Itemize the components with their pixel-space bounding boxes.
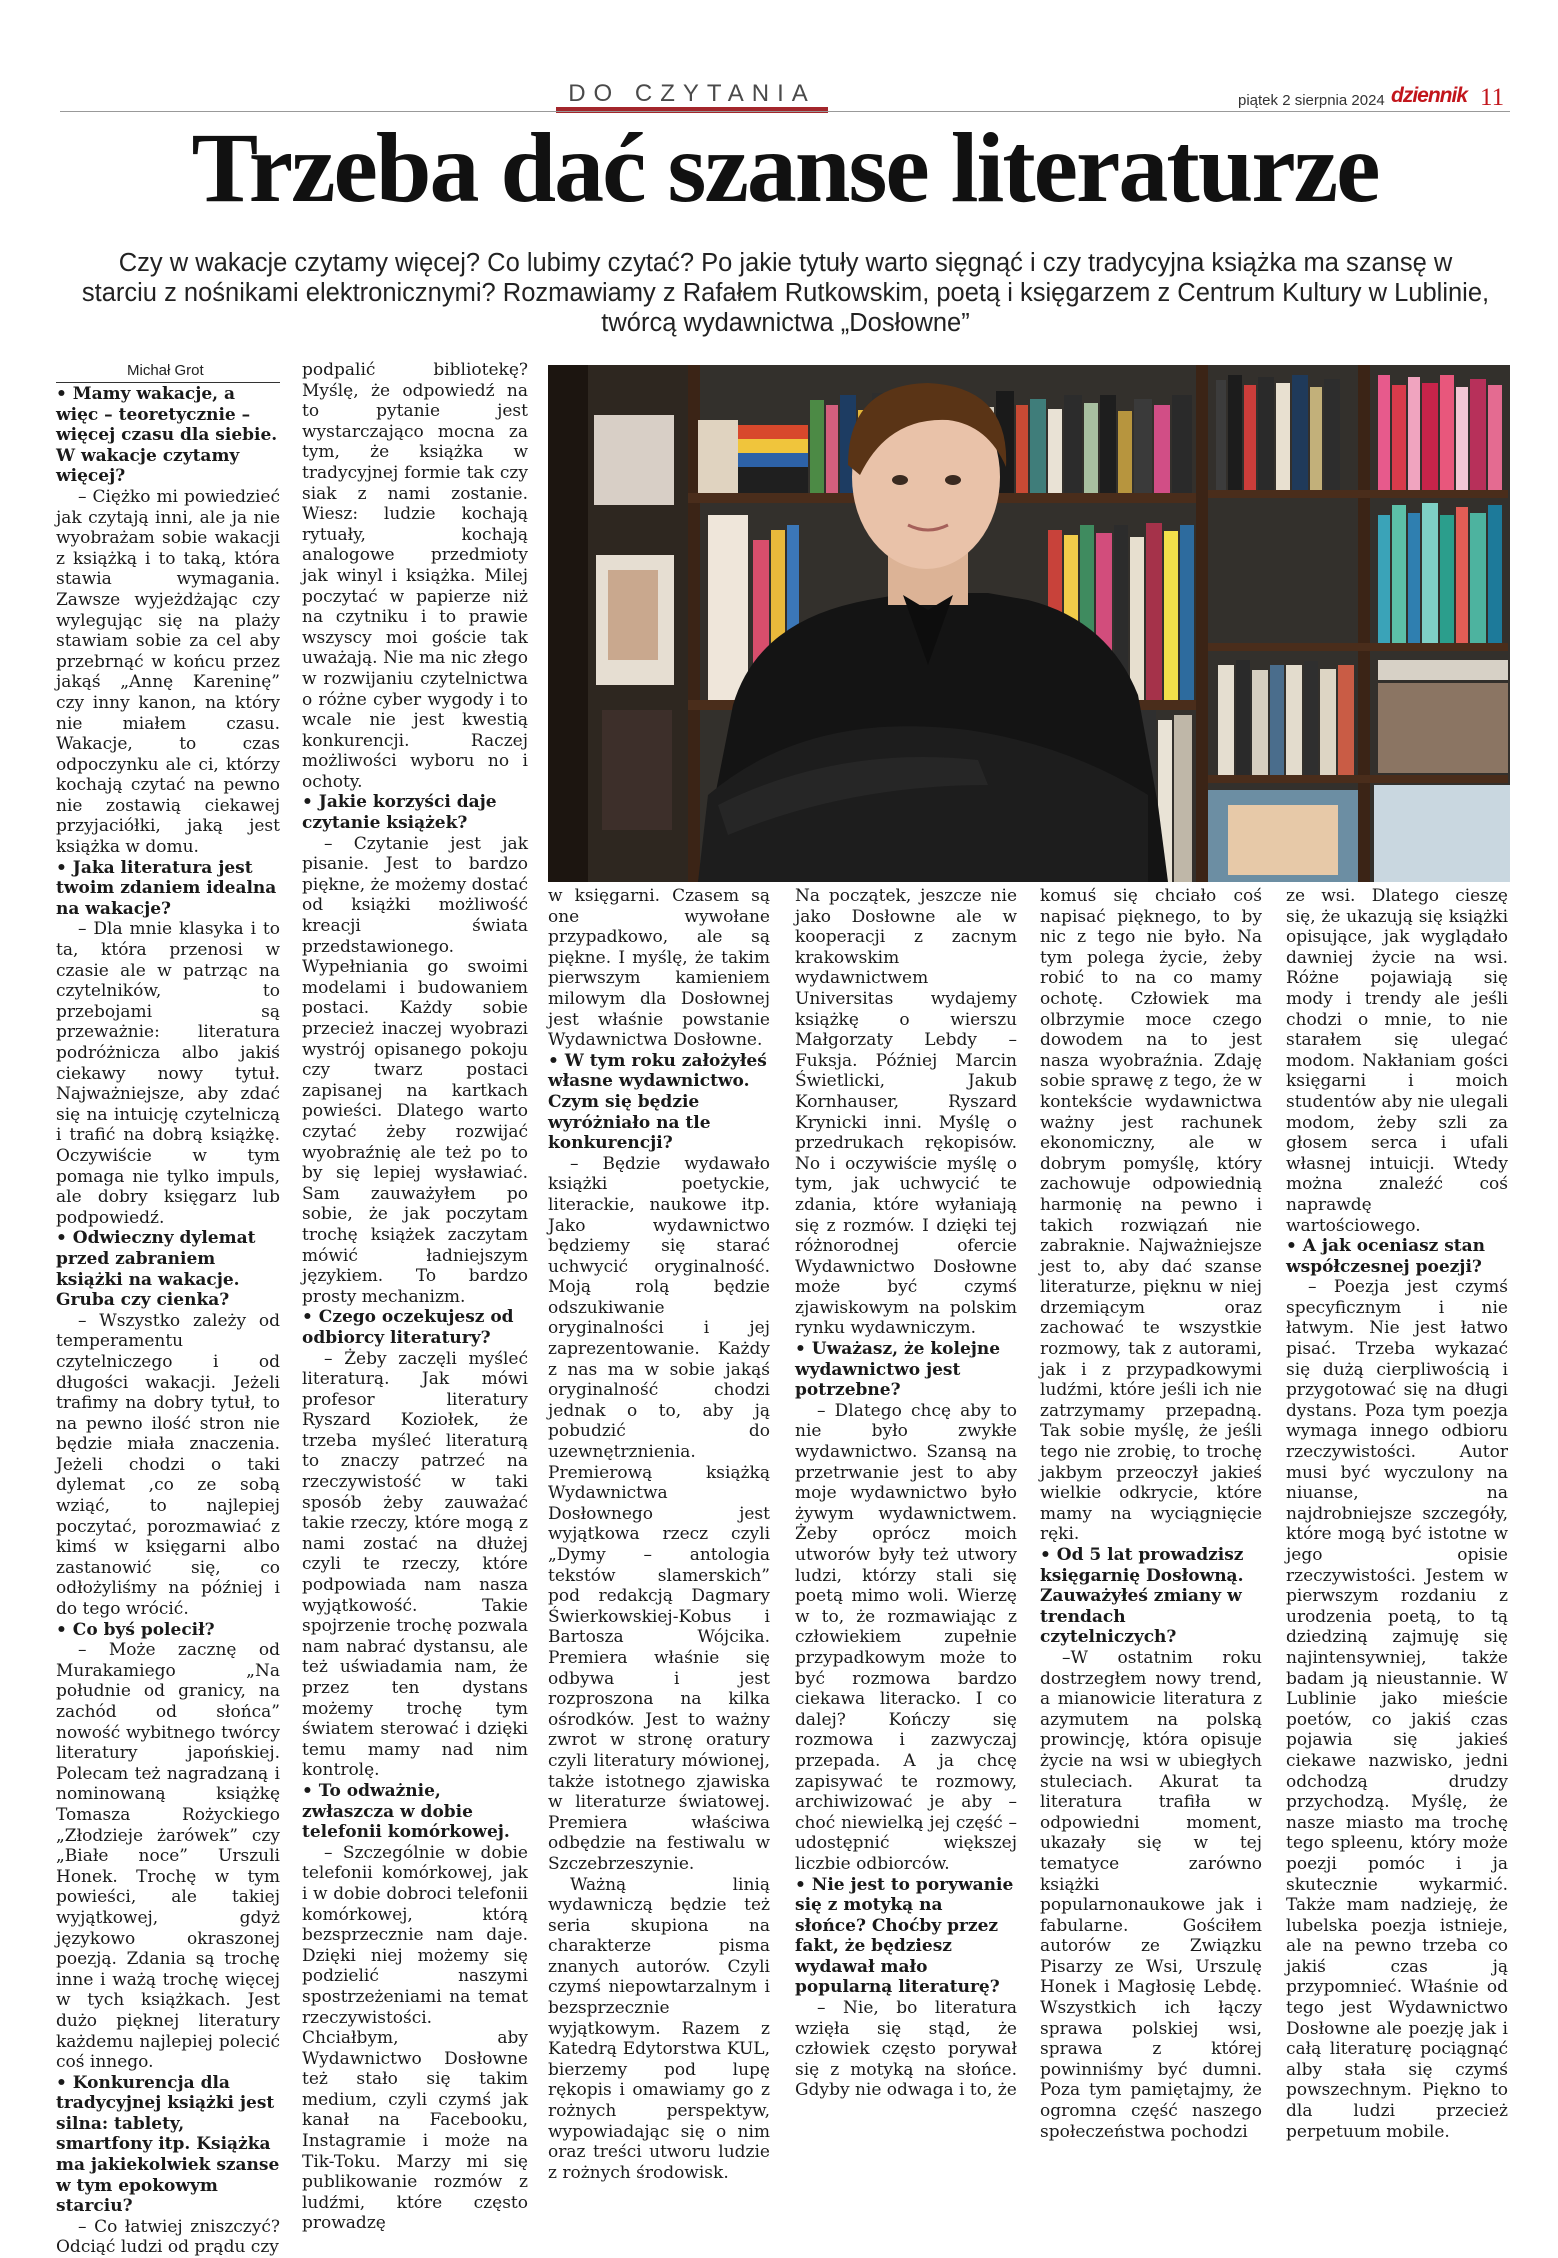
answer-paragraph: – Dla mnie klasyka i to ta, która przenosi w czasie ale w patrząc na czytelników, to przebojami są przeważnie: literatura podróżnicza albo jakiś ciekawy nowy tytuł. Najważniejsze, aby zdać się na intuicję czytelniczą i trafić na dobrą książkę. Oczywiście w tym pomaga nie tylko impuls, ale dobry księgarz lub podpowiedź. bbox=[56, 919, 280, 1228]
answer-paragraph: w księgarni. Czasem są one wywołane przypadkowo, ale są piękne. I myślę, że takim pierwszym kamieniem milowym dla Dosłownej jest właśnie powstanie Wydawnictwa Dosłowne. bbox=[548, 886, 770, 1051]
headline: Trzeba dać szanse literaturze bbox=[191, 112, 1379, 223]
answer-paragraph: podpalić bibliotekę? Myślę, że odpowiedź na to pytanie jest wystarczająco mocna za tym, że książka w tradycyjnej formie tak czy siak z nami zostanie. Wiesz: ludzie kochają rytuały, kochają analogowe przedmioty jak winyl i książka. Milej poczytać w papierze niż na czytniku i to prawie wszyscy moi goście tak uważają. Nie ma nic złego w rozwijaniu czytelnictwa o różne cyber wygody i to wcale nie jest kwestią konkurencji. Raczej możliwości wyboru no i ochoty. bbox=[302, 360, 528, 792]
answer-paragraph: – Może zacznę od Murakamiego „Na południe od granicy, na zachód od słońca” nowość wybitnego twórcy literatury japońskiej. Polecam też nagradzaną i nominowaną książkę Tomasza Rożyckiego „Złodzieje żarówek” czy „Białe noce” Urszuli Honek. Trochę w tym powieści, ale takiej wyjątkowej, gdyż językowo okraszonej poezją. Zdania są trochę inne i ważą trochę więcej w tych książkach. Jest dużo pięknej literatury każdemu najlepiej polecić coś innego. bbox=[56, 1640, 280, 2073]
text-column-2 bbox=[302, 360, 528, 2234]
answer-paragraph: – Poezja jest czymś specyficznym i nie łatwym. Nie jest łatwo pisać. Trzeba wykazać się dużą cierpliwością i przygotować się na długi dystans. Poza tym poezja wymaga innego odbioru rzeczywistości. Autor musi być wyczulony na niuanse, na najdrobniejsze szczegóły, które mogą być istotne w jego opisie rzeczywistości. Jestem w pierwszym rozdaniu z urodzenia poetą, to tą dziedziną zajmuję się najintensywniej, także badam ją nieustannie. W Lublinie jako mieście poetów, co jakiś czas pojawia się jakieś ciekawe nazwisko, jedni odchodzą drudzy przychodzą. Myślę, że nasze miasto ma trochę tego spleenu, który może poezji pomóc i ja skutecznie wykarmić. Także mam nadzieję, że lubelska poezja istnieje, ale na pewno trzeba co jakiś czas ją przypomnieć. Właśnie od tego jest Wydawnictwo Dosłowne ale poezję jak i całą literaturę pociągnąć alby stała się czymś powszechnym. Piękno to dla ludzi przecież perpetuum mobile. bbox=[1286, 1277, 1508, 2142]
question: • Czego oczekujesz od odbiorcy literatury? bbox=[302, 1307, 514, 1348]
question: • Co byś polecił? bbox=[56, 1619, 215, 1640]
question: • Mamy wakacje, a więc – teoretycznie – więcej czasu dla siebie. W wakacje czytamy więcej? bbox=[56, 384, 278, 487]
answer-paragraph: ze wsi. Dlatego cieszę się, że ukazują się książki opisujące, jak wyglądało dawniej życie na wsi. Różne pojawiają się mody i trendy ale jeśli chodzi o mnie, to nie starałem się ulegać modom. Nakłaniam gości księgarni i moich studentów aby nie ulegali modom, żeby szli za głosem serca i ufali własnej intuicji. Wtedy można znaleźć coś naprawdę wartościowego. bbox=[1286, 886, 1508, 1236]
answer-paragraph: –W ostatnim roku dostrzegłem nowy trend, a mianowicie literatura z azymutem na polską prowincję, która opisuje życie na wsi w ubiegłych stuleciach. Akurat ta literatura trafiła w odpowiedni moment, ukazały się w tej tematyce zarówno książki popularnonaukowe jak i fabularne. Gościłem autorów ze Związku Pisarzy ze Wsi, Urszulę Honek i Magłosię Lebdę. Wszystkich ich łączy sprawa polskiej wsi, sprawa z której powinniśmy być dumni. Poza tym pamiętajmy, że ogromna część naszego społeczeństwa pochodzi bbox=[1040, 1647, 1262, 2142]
text-column-3 bbox=[548, 886, 770, 2183]
answer-paragraph: – Wszystko zależy od temperamentu czytelniczego i od długości wakacji. Jeżeli trafimy na dobry tytuł, to na pewno ilość stron nie będzie miała znaczenia. Jeżeli chodzi o taki dylemat ,co ze sobą wziąć, to najlepiej poczytać, porozmawiać z kimś w księgarni albo zastanowić się, co odłożyliśmy na później i do tego wrócić. bbox=[56, 1310, 280, 1620]
text-column-1 bbox=[56, 384, 280, 2258]
lead-paragraph: Czy w wakacje czytamy więcej? Co lubimy czytać? Po jakie tytuły warto sięgnąć i czy tradycyjna książka ma szansę w starciu z nośnikami elektronicznymi? Rozmawiamy z Rafałem Rutkowskim, poetą i księgarzem z Centrum Kultury w Lublinie, twórcą wydawnictwa „Dosłowne” bbox=[81, 249, 1490, 337]
question: • Nie jest to porywanie się z motyką na słońce? Choćby przez fakt, że będziesz wydawał mało popularną literaturę? bbox=[795, 1874, 1014, 1998]
answer-paragraph: – Ciężko mi powiedzieć jak czytają inni, ale ja nie wyobrażam sobie wakacji z książką i to taką, która stawia wymagania. Zawsze wyjeżdżając czy wylegując się na plaży stawiam sobie za cel aby przebrnąć w końcu przez jakąś „Annę Kareninę” czy inny kanon, na który nie miałem czasu. Wakacje, to czas odpoczynku ale ci, którzy kochają czytać na pewno nie zostawią ciekawej przyjaciółki, jaką jest książka w domu. bbox=[56, 486, 280, 858]
section-label: DO CZYTANIA bbox=[568, 80, 816, 107]
question: • A jak oceniasz stan współczesnej poezji? bbox=[1286, 1236, 1486, 1277]
bookshelf-portrait-illustration bbox=[548, 365, 1510, 882]
answer-paragraph: Ważną linią wydawniczą będzie też seria skupiona na charakterze pisma znanych autorów. Czyli czymś niepowtarzalnym i bezsprzecznie wyjątkowym. Razem z Katedrą Edytorstwa KUL, bierzemy pod lupę rękopis i omawiamy go z rożnych perspektyw, wypowiadając się o nim oraz treści utworu ludzie z rożnych środowisk. bbox=[548, 1874, 770, 2183]
question: • Uważasz, że kolejne wydawnictwo jest potrzebne? bbox=[795, 1339, 1001, 1401]
page-number: 11 bbox=[1480, 84, 1505, 111]
question: • Od 5 lat prowadzisz księgarnię Dosłowną. Zauważyłeś zmiany w trendach czytelniczych? bbox=[1040, 1545, 1244, 1648]
text-column-6 bbox=[1286, 886, 1508, 2142]
answer-paragraph: Na początek, jeszcze nie jako Dosłowne ale w kooperacji z zacnym krakowskim wydawnictwem Universitas wydajemy książkę o wierszu Małgorzaty Lebdy – Fuksja. Później Marcin Świetlicki, Jakub Kornhauser, Ryszard Krynicki inni. Myślę o przedrukach rękopisów. No i oczywiście myślę o tym, jak uchwycić te zdania, które wyłaniają się z rozmów. I dzięki tej różnorodnej ofercie Wydawnictwo Dosłowne może być czymś zjawiskowym na polskim rynku wydawniczym. bbox=[795, 886, 1017, 1339]
portrait-photo bbox=[548, 365, 1510, 882]
byline-rule bbox=[56, 382, 280, 383]
answer-paragraph: – Czytanie jest jak pisanie. Jest to bardzo piękne, że możemy dostać od książki możliwość kreacji świata przedstawionego. Wypełniania go swoimi modelami i budowaniem postaci. Każdy sobie przecież inaczej wyobrazi wystrój opisanego pokoju czy twarz postaci zapisanej na kartkach powieści. Dlatego warto czytać żeby rozwijać wyobraźnię ale też po to by się lepiej wysławiać. Sam zauważyłem po sobie, że jak poczytam trochę książek zaczytam mówić ładniejszym językiem. To bardzo prosty mechanizm. bbox=[302, 833, 528, 1307]
question: • Odwieczny dylemat przed zabraniem książki na wakacje. Gruba czy cienka? bbox=[56, 1228, 256, 1311]
answer-paragraph: – Szczególnie w dobie telefonii komórkowej, jak i w dobie dobroci telefonii komórkowej, którą bezsprzecznie nam daje. Dzięki niej możemy się podzielić naszymi spostrzeżeniami na temat rzeczywistości. Chciałbym, aby Wydawnictwo Dosłowne też stało się takim medium, czyli czymś jak kanał na Facebooku, Instagramie i może na Tik-Toku. Marzy mi się publikowanie rozmów z ludźmi, które często prowadzę bbox=[302, 1842, 528, 2234]
issue-date: piątek 2 sierpnia 2024 bbox=[1238, 92, 1385, 109]
answer-paragraph: – Dlatego chcę aby to nie było zwykłe wydawnictwo. Szansą na przetrwanie jest to aby moje wydawnictwo było żywym wydawnictwem. Żeby oprócz moich utworów były też utwory ludzi, którzy stali się poetą mimo woli. Wierzę w to, że rozmawiając z człowiekiem zupełnie przypadkowym może to być rozmowa bardzo ciekawa literacko. I co dalej? Kończy się rozmowa i zazwyczaj przepada. A ja chcę zapisywać te rozmowy, archiwizować je aby – choć niewielką jej część – udostępnić większej liczbie odbiorców. bbox=[795, 1400, 1017, 1874]
answer-paragraph: komuś się chciało coś napisać pięknego, to by nic z tego nie było. Na tym polega życie, żeby robić to na co mamy ochotę. Człowiek ma olbrzymie moce czego dowodem na to jest nasza wyobraźnia. Zdaję sobie sprawę z tego, że w kontekście wydawnictwa ważny jest rachunek ekonomiczny, ale w dobrym pomyślę, który zachowuje odpowiednią harmonię na pewno i takich rozwiązań nie zabraknie. Najważniejsze jest to, aby dać szanse literaturze, pięknu w niej drzemiącym oraz zachować te wszystkie rozmowy, tak z autorami, jak i z przypadkowymi ludźmi, które jeśli ich nie zatrzymamy przepadną. Tak sobie myślę, że jeśli tego nie zrobię, to trochę jakbym przeoczył jakieś wielkie odkrycie, które mamy na wyciągnięcie ręki. bbox=[1040, 886, 1262, 1545]
text-column-5 bbox=[1040, 886, 1262, 2142]
text-column-4 bbox=[795, 886, 1017, 2101]
answer-paragraph: – Nie, bo literatura wzięła się stąd, że człowiek często porywał się z motyką na słońce. Gdyby nie odwaga i to, że bbox=[795, 1998, 1017, 2101]
answer-paragraph: – Co łatwiej zniszczyć? Odciąć ludzi od prądu czy bbox=[56, 2216, 280, 2258]
brand-logo: dziennik bbox=[1391, 84, 1468, 107]
answer-paragraph: – Żeby zaczęli myśleć literaturą. Jak mówi profesor literatury Ryszard Koziołek, że trzeba myśleć literaturą to znaczy patrzeć na rzeczywistość w taki sposób żeby zauważać takie rzeczy, które mogą z nami zostać na dłużej czyli te rzeczy, które podpowiada nam nasza wyjątkowość. Takie spojrzenie trochę pozwala nam nabrać dystansu, ale też uświadamia nam, że przez ten dystans możemy trochę tym światem sterować i dzięki temu mamy nad nim kontrolę. bbox=[302, 1348, 528, 1781]
question: • Jaka literatura jest twoim zdaniem idealna na wakacje? bbox=[56, 857, 277, 919]
question: • Konkurencja dla tradycyjnej książki jest silna: tablety, smartfony itp. Książka ma jakiekolwiek szanse w tym epokowym starciu? bbox=[56, 2072, 280, 2217]
question: • W tym roku założyłeś własne wydawnictwo. Czym się będzie wyróżniało na tle konkurencji? bbox=[548, 1050, 767, 1154]
question: • Jakie korzyści daje czytanie książek? bbox=[302, 792, 497, 834]
byline: Michał Grot bbox=[127, 362, 204, 379]
question: • To odważnie, zwłaszcza w dobie telefonii komórkowej. bbox=[302, 1780, 510, 1843]
answer-paragraph: – Będzie wydawało książki poetyckie, literackie, naukowe itp. Jako wydawnictwo będziemy się starać uchwycić oryginalność. Moją rolą będzie odszukiwanie oryginalności i jej zaprezentowanie. Każdy z nas ma w sobie jakąś oryginalność chodzi jednak o to, aby ją pobudzić do uzewnętrznienia. Premierową książką Wydawnictwa Dosłownego jest wyjątkowa rzecz czyli „Dymy – antologia tekstów slamerskich” pod redakcją Dagmary Świerkowskiej-Kobus i Bartosza Wójcika. Premiera właśnie się odbywa i jest rozproszona na kilka ośrodków. Jest to ważny zwrot w stronę oratury czyli literatury mówionej, także istotnego zjawiska w literaturze światowej. Premiera właściwa odbędzie na festiwalu w Szczebrzeszynie. bbox=[548, 1153, 770, 1874]
